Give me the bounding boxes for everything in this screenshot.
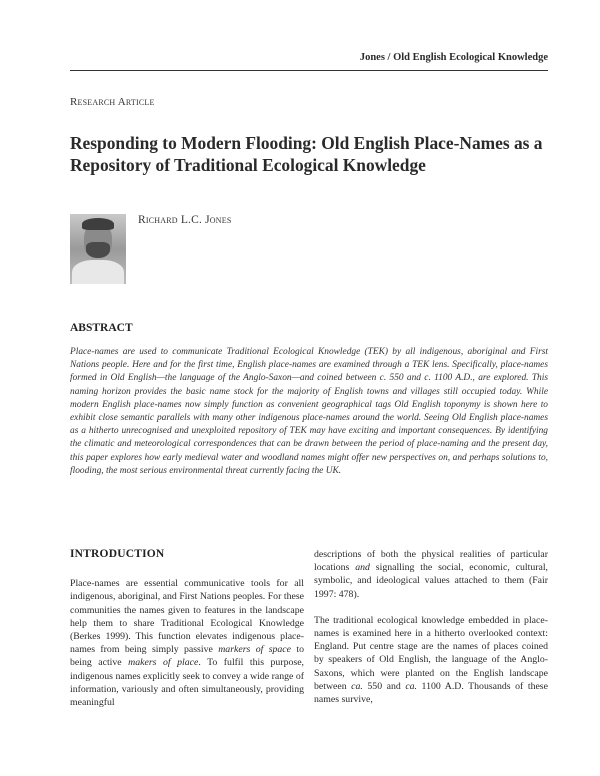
intro-p1-text-b: to being active (70, 644, 304, 669)
intro-p1-cont-emphasis: and (355, 562, 370, 574)
intro-paragraph-1 (70, 577, 304, 709)
abstract-text: Place-names are used to communicate Traditional Ecological Knowledge (TEK) by all indigenous, aboriginal and First Nations people. Here and for the first time, English place-names are examined through a TEK lens. Specifically, place-names formed in Old English—the language of the Anglo-Saxon—and coined between c. 550 and c. 1100 A.D., are explored. This naming horizon provides the basic name stock for the majority of English towns and villages still occupied today. While modern English place-names now simply function as convenient geographical tags Old English toponymy is shown here to exhibit close semantic parallels with many other indigenous place-names around the world. Seeing Old English place-names as a hitherto unrecognised and unexploited repository of TEK may have exciting and important consequences. By identifying the climatic and meteorological correspondences that can be drawn between the period of place-naming and the present day, this paper explores how early medieval water and woodland names might offer new perspectives on, and perhaps solutions to, flooding, the most serious environmental threat currently facing the UK. (70, 347, 548, 476)
intro-p2-text-b: 550 and (362, 680, 406, 692)
intro-p1-text-c: . To fulfil this purpose, indigenous names explicitly seek to convey a wide range of information, variously and often simultaneously, providing meaningful (70, 657, 305, 709)
author-name: Richard L.C. Jones (138, 214, 232, 226)
intro-p2-text-c: 1100 A.D. Thousands of these names survive, (314, 680, 548, 706)
intro-p2-emphasis-2: ca. (405, 680, 418, 692)
abstract-heading: ABSTRACT (70, 322, 133, 334)
intro-p1-cont-text-b: signalling the social, economic, cultural, symbolic, and ideological values attached to them (Fair 1997: 478). (314, 562, 549, 600)
article-title: Responding to Modern Flooding: Old English Place-Names as a Repository of Traditional Ecological Knowledge (70, 133, 543, 175)
body-column-right (314, 548, 548, 719)
author-photo (70, 214, 126, 284)
intro-p2-text-a: The traditional ecological knowledge embedded in place-names is examined here in a hitherto overlooked context: England. Put centre stage are the names of places coined by speakers of Old English, the language of the Anglo-Saxons, which were planted on the English landscape between (314, 614, 548, 692)
intro-p1-text-a: Place-names are essential communicative tools for all indigenous, aboriginal, and First Nations peoples. For these communities the names given to features in the landscape help them to share Traditional Ecological Knowledge (Berkes 1999). This function elevates indigenous place-names from being simply passive (70, 578, 304, 656)
intro-paragraph-2 (314, 614, 548, 706)
header-rule (70, 70, 548, 71)
intro-p2-emphasis-1: ca. (351, 680, 363, 692)
body-column-left (70, 548, 304, 722)
intro-p1-emphasis-2: makers of place (128, 657, 199, 669)
running-head: Jones / Old English Ecological Knowledge (359, 52, 548, 63)
intro-p1-cont-text-a: descriptions of both the physical realities of particular locations (314, 549, 548, 574)
introduction-heading: INTRODUCTION (70, 548, 165, 560)
article-type-label: Research Article (70, 96, 155, 108)
intro-p1-emphasis-1: markers of space (218, 644, 291, 656)
intro-paragraph-1-continued (314, 548, 548, 601)
